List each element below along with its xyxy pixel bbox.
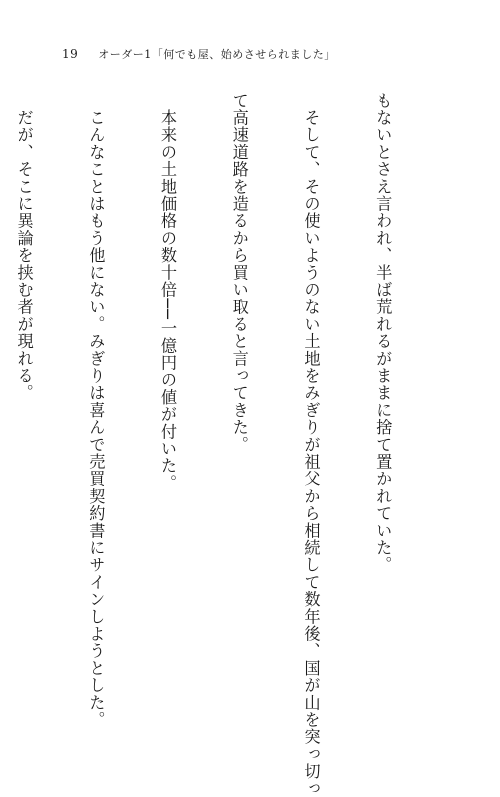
text-line: そして、その使いようのない土地をみぎりが祖父から相続して数年後、国が山を突っ切っ — [301, 92, 321, 797]
text-line: もないとさえ言われ、半ば荒れるがままに捨て置かれていた。 — [373, 92, 393, 574]
running-header — [62, 46, 336, 62]
vertical-body-text — [14, 92, 442, 797]
page-number: 19 — [62, 47, 79, 61]
text-line: 本来の土地価格の数十倍──一億円の値が付いた。 — [158, 92, 178, 492]
chapter-title: オーダー1「何でも屋、始めさせられました」 — [98, 48, 336, 61]
text-line: て高速道路を造るから買い取ると言ってきた。 — [229, 92, 249, 454]
text-line: だが、そこに異論を挟む者が現れる。 — [14, 92, 34, 402]
text-line: こんなことはもう他にない。みぎりは喜んで売買契約書にサインしようとした。 — [86, 92, 106, 729]
